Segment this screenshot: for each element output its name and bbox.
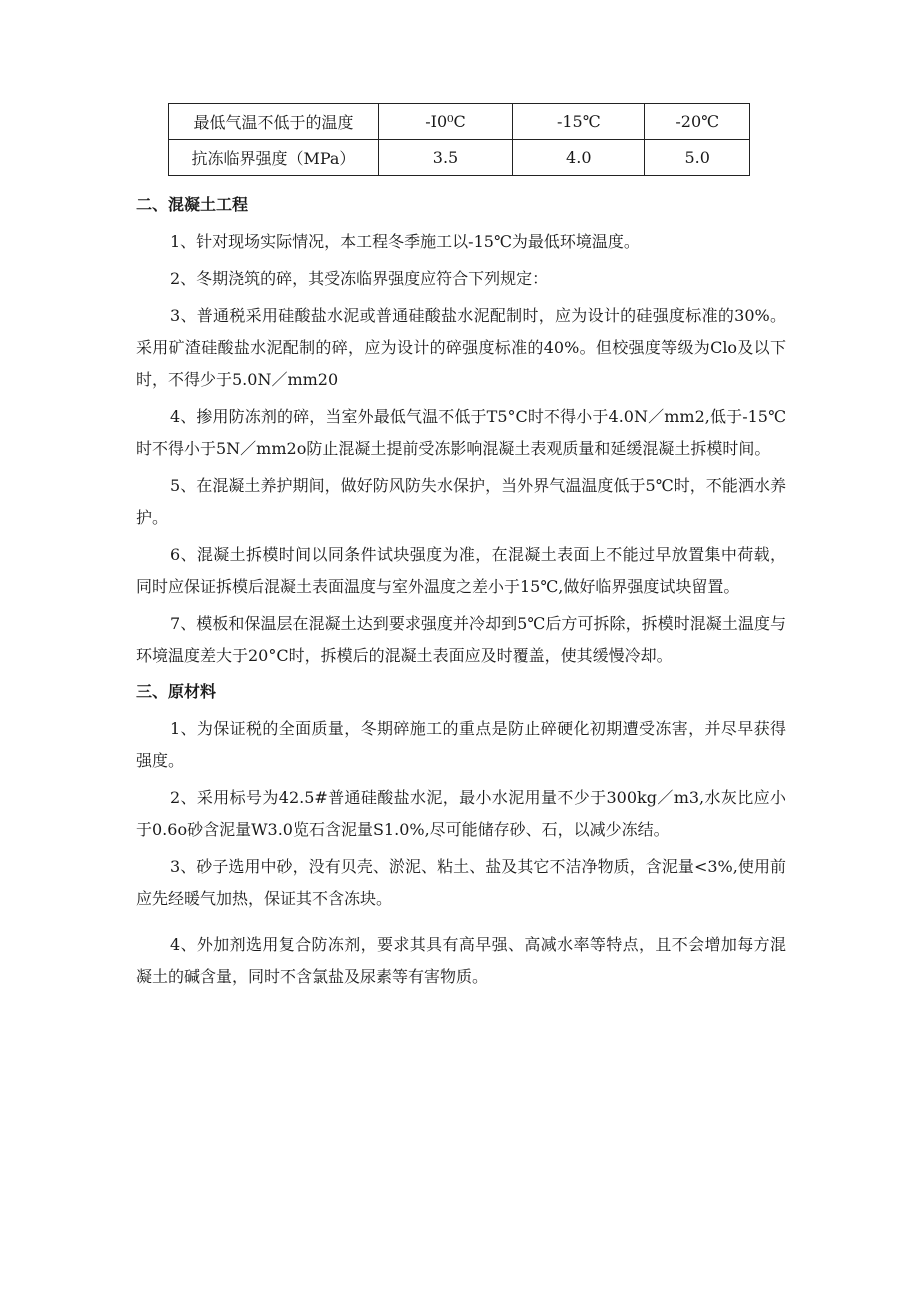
paragraph: 7、模板和保温层在混凝土达到要求强度并冷却到5℃后方可拆除，拆模时混凝土温度与环境温度差大于20°C时，拆模后的混凝土表面应及时覆盖，使其缓慢冷却。 <box>136 614 786 665</box>
paragraph: 1、针对现场实际情况，本工程冬季施工以-15℃为最低环境温度。 <box>170 232 640 251</box>
paragraph: 3、砂子选用中砂，没有贝壳、淤泥、粘土、盐及其它不洁净物质，含泥量<3%,使用前应先经暖气加热，保证其不含冻块。 <box>136 857 786 908</box>
table-row <box>169 104 750 140</box>
paragraph: 6、混凝土拆模时间以同条件试块强度为准，在混凝土表面上不能过早放置集中荷载，同时应保证拆模后混凝土表面温度与室外温度之差小于15℃,做好临界强度试块留置。 <box>136 545 786 596</box>
section-heading: 二、混凝土工程 <box>136 195 249 214</box>
table-cell: -20℃ <box>645 104 750 140</box>
paragraph: 2、冬期浇筑的碎，其受冻临界强度应符合下列规定： <box>170 269 549 288</box>
section-paragraphs <box>136 713 786 993</box>
table-cell: 3.5 <box>378 140 512 176</box>
section-heading: 三、原材料 <box>136 682 217 701</box>
paragraph: 4、掺用防冻剂的碎，当室外最低气温不低于T5°C时不得小于4.0N／mm2,低于-15℃时不得小于5N／mm2o防止混凝土提前受冻影响混凝土表观质量和延缓混凝土拆模时间。 <box>136 407 786 458</box>
section-paragraphs <box>136 226 786 672</box>
table-row <box>169 140 750 176</box>
paragraph: 3、普通税采用硅酸盐水泥或普通硅酸盐水泥配制时，应为设计的硅强度标准的30%。采用矿渣硅酸盐水泥配制的碎，应为设计的碎强度标准的40%。但校强度等级为Clo及以下时，不得少于5.0N／mm20 <box>136 306 786 389</box>
document-body <box>136 190 786 998</box>
table-cell: 4.0 <box>513 140 645 176</box>
table-cell: 5.0 <box>645 140 750 176</box>
paragraph: 2、采用标号为42.5#普通硅酸盐水泥，最小水泥用量不少于300kg／m3,水灰比应小于0.6o砂含泥量W3.0览石含泥量S1.0%,尽可能储存砂、石，以减少冻结。 <box>136 788 786 839</box>
paragraph: 5、在混凝土养护期间，做好防风防失水保护，当外界气温温度低于5℃时，不能洒水养护。 <box>136 476 786 527</box>
paragraph: 1、为保证税的全面质量，冬期碎施工的重点是防止碎硬化初期遭受冻害，并尽早获得强度。 <box>136 719 786 770</box>
table-cell: -I0⁰C <box>378 104 512 140</box>
table-cell: 抗冻临界强度（MPa） <box>169 140 379 176</box>
table-cell: -15℃ <box>513 104 645 140</box>
paragraph: 4、外加剂选用复合防冻剂，要求其具有高早强、高减水率等特点，且不会增加每方混凝土的碱含量，同时不含氯盐及尿素等有害物质。 <box>136 935 786 986</box>
frost-strength-table <box>168 103 750 176</box>
table-cell: 最低气温不低于的温度 <box>169 104 379 140</box>
